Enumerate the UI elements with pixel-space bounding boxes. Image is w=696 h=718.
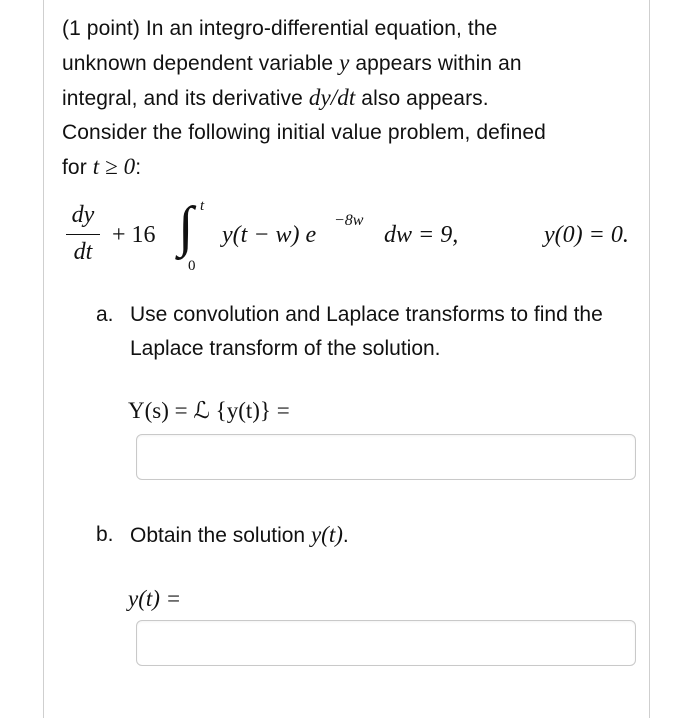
fraction-denominator: dt: [73, 239, 93, 265]
fraction-numerator: dy: [71, 202, 95, 228]
part-b-answer-input[interactable]: [136, 620, 636, 666]
intro-line-4: Consider the following initial value problem, defined: [62, 121, 546, 144]
integral-sign: ∫: [178, 196, 194, 258]
part-b-answer-label: y(t) =: [128, 586, 182, 611]
intro-text: for: [62, 156, 93, 179]
plus-coefficient: + 16: [112, 222, 156, 248]
lower-limit: 0: [188, 258, 196, 274]
intro-text: also appears.: [355, 87, 489, 110]
var-y: y: [339, 50, 350, 75]
intro-text: appears within an: [349, 52, 522, 75]
integrand: y(t − w) e: [222, 222, 317, 248]
domain-condition: t ≥ 0: [92, 154, 136, 179]
part-b-text-end: .: [342, 524, 349, 547]
part-b-text-main: Obtain the solution: [130, 524, 311, 547]
intro-line-1: (1 point) In an integro-differential equation, the: [62, 17, 498, 40]
integro-differential-equation: [62, 192, 662, 282]
upper-limit: t: [200, 198, 205, 214]
intro-text: :: [135, 156, 142, 179]
part-a-answer-label: Y(s) = ℒ {y(t)} =: [128, 398, 290, 423]
intro-text: unknown dependent variable: [62, 52, 340, 75]
part-a-answer-input[interactable]: [136, 434, 636, 480]
part-a-label: a.: [96, 303, 114, 326]
intro-line-5: [62, 150, 637, 185]
exponent: −8w: [334, 212, 364, 229]
intro-line-2: [62, 46, 637, 81]
part-b: [96, 518, 656, 552]
part-b-label: b.: [96, 523, 114, 546]
intro-text: integral, and its derivative: [62, 87, 309, 110]
fraction-bar: [66, 234, 100, 235]
part-a: [96, 298, 656, 368]
intro-line-3: [62, 81, 637, 116]
derivative-notation: dy/dt: [308, 85, 356, 110]
initial-condition: y(0) = 0.: [544, 222, 629, 248]
differential-and-rhs: dw = 9,: [384, 222, 459, 248]
solution-var: y(t): [310, 522, 343, 547]
part-b-text: [130, 518, 640, 553]
problem-statement: [62, 12, 637, 185]
part-a-text: Use convolution and Laplace transforms to find the Laplace transform of the solution.: [130, 303, 603, 360]
derivative-fraction: [66, 202, 100, 266]
